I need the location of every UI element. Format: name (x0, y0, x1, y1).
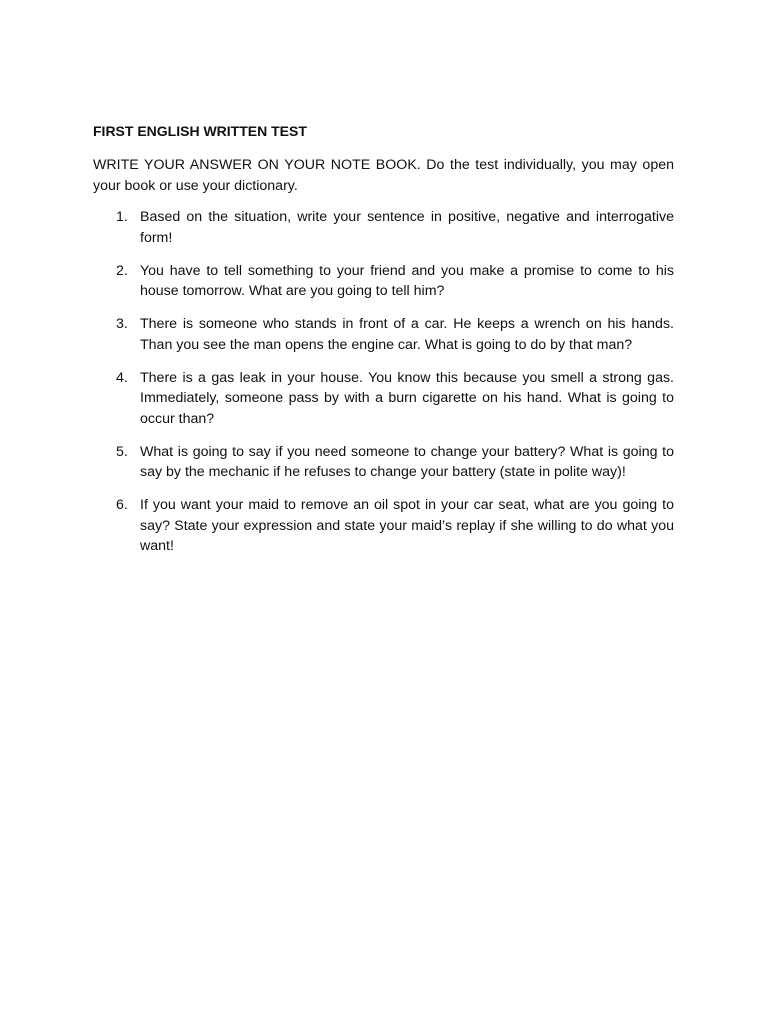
instructions-paragraph: WRITE YOUR ANSWER ON YOUR NOTE BOOK. Do the test individually, you may open your book or use your dictionary. (93, 157, 674, 194)
question-text: You have to tell something to your friend and you make a promise to come to his house tomorrow. What are you going to tell him? (140, 262, 674, 299)
question-item (93, 314, 674, 355)
question-text: What is going to say if you need someone to change your battery? What is going to say by the mechanic if he refuses to change your battery (state in polite way)! (140, 443, 674, 480)
question-list (93, 207, 674, 569)
question-text: Based on the situation, write your sentence in positive, negative and interrogative form! (140, 209, 674, 246)
question-text: There is a gas leak in your house. You know this because you smell a strong gas. Immediately, someone pass by with a burn cigarette on his hand. What is going to occur than? (140, 369, 674, 427)
question-number: 6. (116, 497, 128, 513)
question-item (93, 207, 674, 248)
question-item (93, 495, 674, 557)
question-number: 5. (116, 443, 128, 460)
question-number: 1. (116, 209, 128, 225)
question-number: 3. (116, 316, 128, 332)
question-item (93, 261, 674, 302)
question-text: If you want your maid to remove an oil spot in your car seat, what are you going to say? State your expression and state your maid’s replay if she willing to do what you want! (140, 497, 674, 554)
question-item (93, 368, 674, 430)
question-text: There is someone who stands in front of a car. He keeps a wrench on his hands. Than you see the man opens the engine car. What is going to do by that man? (140, 316, 674, 353)
document-title: FIRST ENGLISH WRITTEN TEST (93, 123, 307, 139)
question-item (93, 442, 674, 483)
question-number: 2. (116, 262, 128, 279)
question-number: 4. (116, 369, 128, 386)
